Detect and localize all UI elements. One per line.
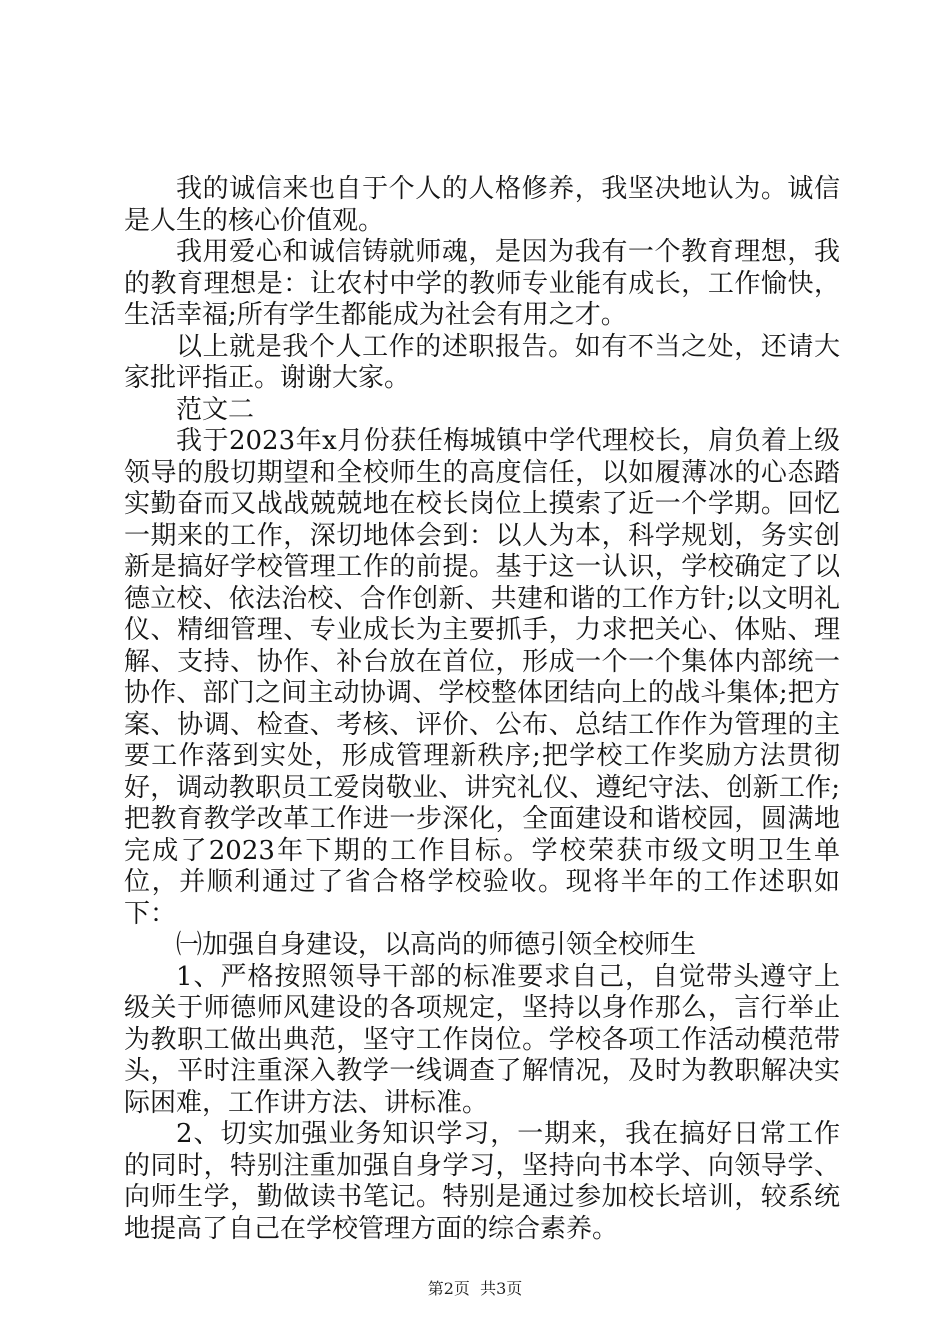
paragraph: 2、切实加强业务知识学习，一期来，我在搞好日常工作的同时，特别注重加强自身学习，坚持向书本学、向领导学、向师生学，勤做读书笔记。特别是通过参加校长培训，较系统地提高了自己在学校管理方面的综合素养。 (124, 1119, 840, 1244)
section-heading: 范文二 (176, 394, 255, 425)
paragraph: 1、严格按照领导干部的标准要求自己，自觉带头遵守上级关于师德师风建设的各项规定，坚持以身作那么，言行举止为教职工做出典范，坚守工作岗位。学校各项工作活动模范带头，平时注重深入教学一线调查了解情况，及时为教职解决实际困难，工作讲方法、讲标准。 (124, 961, 840, 1118)
subsection-heading: ㈠加强自身建设，以高尚的师德引领全校师生 (176, 930, 697, 960)
paragraph: 我的诚信来也自于个人的人格修养，我坚决地认为。诚信是人生的核心价值观。 (124, 174, 840, 236)
paragraph: 以上就是我个人工作的述职报告。如有不当之处，还请大家批评指正。谢谢大家。 (124, 331, 840, 393)
page-footer: 第2页 共3页 (427, 1279, 523, 1298)
document-body (124, 174, 840, 1245)
paragraph: 我用爱心和诚信铸就师魂，是因为我有一个教育理想，我的教育理想是：让农村中学的教师专业能有成长，工作愉快，生活幸福;所有学生都能成为社会有用之才。 (124, 237, 840, 330)
paragraph: 我于2023年x月份获任梅城镇中学代理校长，肩负着上级领导的殷切期望和全校师生的高度信任，以如履薄冰的心态踏实勤奋而又战战兢兢地在校长岗位上摸索了近一个学期。回忆一期来的工作，深切地体会到：以人为本，科学规划，务实创新是搞好学校管理工作的前提。基于这一认识，学校确定了以德立校、依法治校、合作创新、共建和谐的工作方针;以文明礼仪、精细管理、专业成长为主要抓手，力求把关心、体贴、理解、支持、协作、补台放在首位，形成一个一个集体内部统一协作、部门之间主动协调、学校整体团结向上的战斗集体;把方案、协调、检查、考核、评价、公布、总结工作作为管理的主要工作落到实处，形成管理新秩序;把学校工作奖励方法贯彻好，调动教职员工爱岗敬业、讲究礼仪、遵纪守法、创新工作;把教育教学改革工作进一步深化，全面建设和谐校园，圆满地完成了2023年下期的工作目标。学校荣获市级文明卫生单位，并顺利通过了省合格学校验收。现将半年的工作述职如下： (124, 426, 840, 929)
